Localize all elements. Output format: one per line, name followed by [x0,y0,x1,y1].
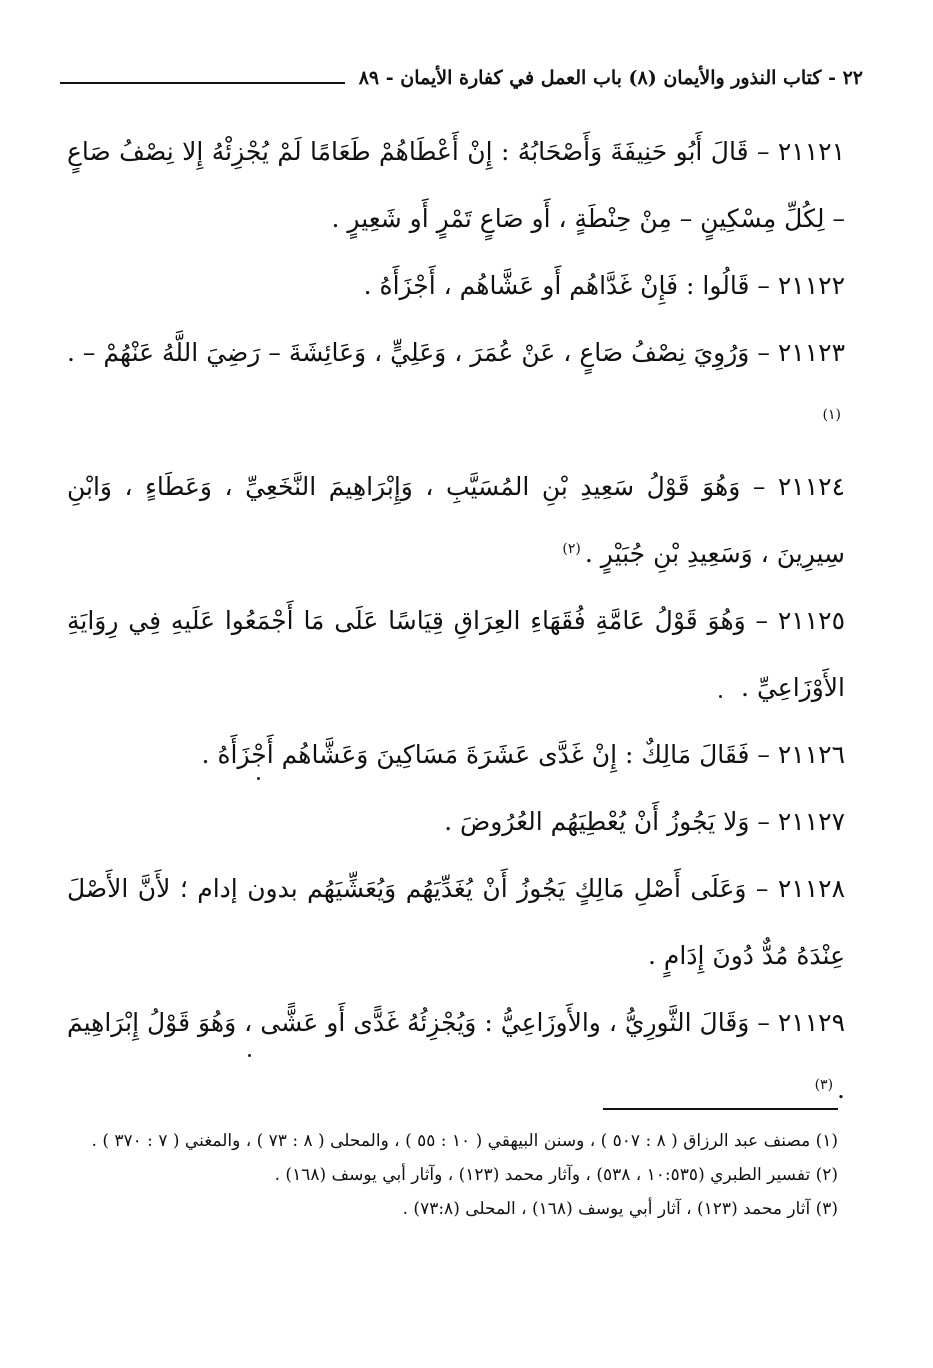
dash: – [749,807,778,836]
print-speck [248,1054,251,1057]
paragraph-21126 [67,721,845,788]
footnote-3: (٣) آثار محمد (١٢٣) ، آثار أبي يوسف (١٦٨) ، المحلى (٧٣:٨) . [402,1199,838,1219]
paragraph-21127 [67,788,845,855]
dash: – [740,472,778,501]
paragraph-text: وَهُوَ قَوْلُ عَامَّةِ فُقَهَاءِ العِرَاقِ قِيَاسًا عَلَى مَا أَجْمَعُوا عَلَيهِ فِي رِوَايَةِ الأَوْزَاعِيِّ . [67,606,845,702]
running-header-title: ٢٢ - كتاب النذور والأيمان (٨) باب العمل في كفارة الأيمان - ٨٩ [358,67,863,89]
dash: – [745,606,778,635]
print-speck [719,695,722,698]
dash: – [748,137,778,166]
dash: – [749,740,778,769]
footnote-ref[interactable]: (١) [822,406,841,423]
paragraph-21121 [67,118,845,252]
footnote-ref[interactable]: (٣) [814,1076,834,1093]
paragraph-number: ٢١١٢٦ [777,740,845,769]
paragraph-text: وَقَالَ الثَّورِيُّ ، والأَوزَاعِيُّ : وَيُجْزِئُهُ غَدًّى أَو عَشًّى ، وَهُوَ قَوْلُ إِبْرَاهِيمَ . [67,1008,845,1104]
paragraph-21123 [67,319,845,453]
footnote-1: (١) مصنف عبد الرزاق ( ٨ : ٥٠٧ ) ، وسنن البيهقي ( ١٠ : ٥٥ ) ، والمحلى ( ٨ : ٧٣ ) ، والمغني ( ٧ : ٣٧٠ ) . [91,1131,838,1151]
footnote-ref[interactable]: (٢) [562,540,581,557]
dash: – [749,1008,778,1037]
footnotes [68,1124,838,1226]
paragraph-21122 [67,252,845,319]
paragraph-text: وَرُوِيَ نِصْفُ صَاعٍ ، عَنْ عُمَرَ ، وَعَلِيٍّ ، وَعَائِشَةَ – رَضِيَ اللَّهُ عَنْهُمْ – . [67,338,750,367]
paragraph-number: ٢١١٢٢ [777,271,845,300]
paragraph-number: ٢١١٢٩ [777,1008,845,1037]
paragraph-21124 [67,453,845,587]
paragraph-text: وَعَلَى أَصْلِ مَالِكٍ يَجُوزُ أَنْ يُغَدِّيَهُم وَيُعَشِّيَهُم بدون إدام ؛ لأَنَّ الأَصْلَ عِنْدَهُ مُدٌّ دُونَ إِدَامٍ . [67,874,845,970]
paragraph-21125 [67,587,845,721]
print-speck [257,777,260,780]
paragraph-21129 [67,989,845,1123]
main-text [67,118,845,1123]
paragraph-number: ٢١١٢٣ [777,338,845,367]
paragraph-number: ٢١١٢٨ [777,874,845,903]
paragraph-text: قَالُوا : فَإِنْ غَدَّاهُم أَو عَشَّاهُم ، أَجْزَأَهُ . [363,271,750,300]
paragraph-text: وَهُوَ قَوْلُ سَعِيدِ بْنِ المُسَيَّبِ ، وَإِبْرَاهِيمَ النَّخَعِيِّ ، وَعَطَاءٍ ، وَابْنِ سِيرِينَ ، وَسَعِيدِ بْنِ جُبَيْرٍ . [67,472,845,568]
paragraph-text: قَالَ أَبُو حَنِيفَةَ وَأَصْحَابُهُ : إِنْ أَعْطَاهُمْ طَعَامًا لَمْ يُجْزِئْهُ إِلا نِصْفُ صَاعٍ – لِكُلِّ مِسْكِينٍ – مِنْ حِنْطَةٍ ، أَو صَاعٍ تَمْرٍ أَو شَعِيرٍ . [67,137,845,233]
paragraph-number: ٢١١٢٤ [777,472,845,501]
dash: – [749,271,778,300]
paragraph-number: ٢١١٢٥ [777,606,845,635]
header-rule [60,82,345,84]
paragraph-21128 [67,855,845,989]
paragraph-text: وَلا يَجُوزُ أَنْ يُعْطِيَهُم العُرُوضَ . [444,807,750,836]
running-header [60,58,863,98]
dash: – [746,874,778,903]
paragraph-number: ٢١١٢١ [777,137,845,166]
paragraph-number: ٢١١٢٧ [777,807,845,836]
dash: – [749,338,778,367]
footnote-2: (٢) تفسير الطبري (١٠:٥٣٥ ، ٥٣٨) ، وآثار محمد (١٢٣) ، وآثار أبي يوسف (١٦٨) . [274,1165,838,1185]
footnote-separator [603,1108,838,1110]
paragraph-text: فَقَالَ مَالِكٌ : إِنْ غَدَّى عَشَرَةَ مَسَاكِينَ وَعَشَّاهُم أَجْزَأَهُ . [201,740,750,769]
